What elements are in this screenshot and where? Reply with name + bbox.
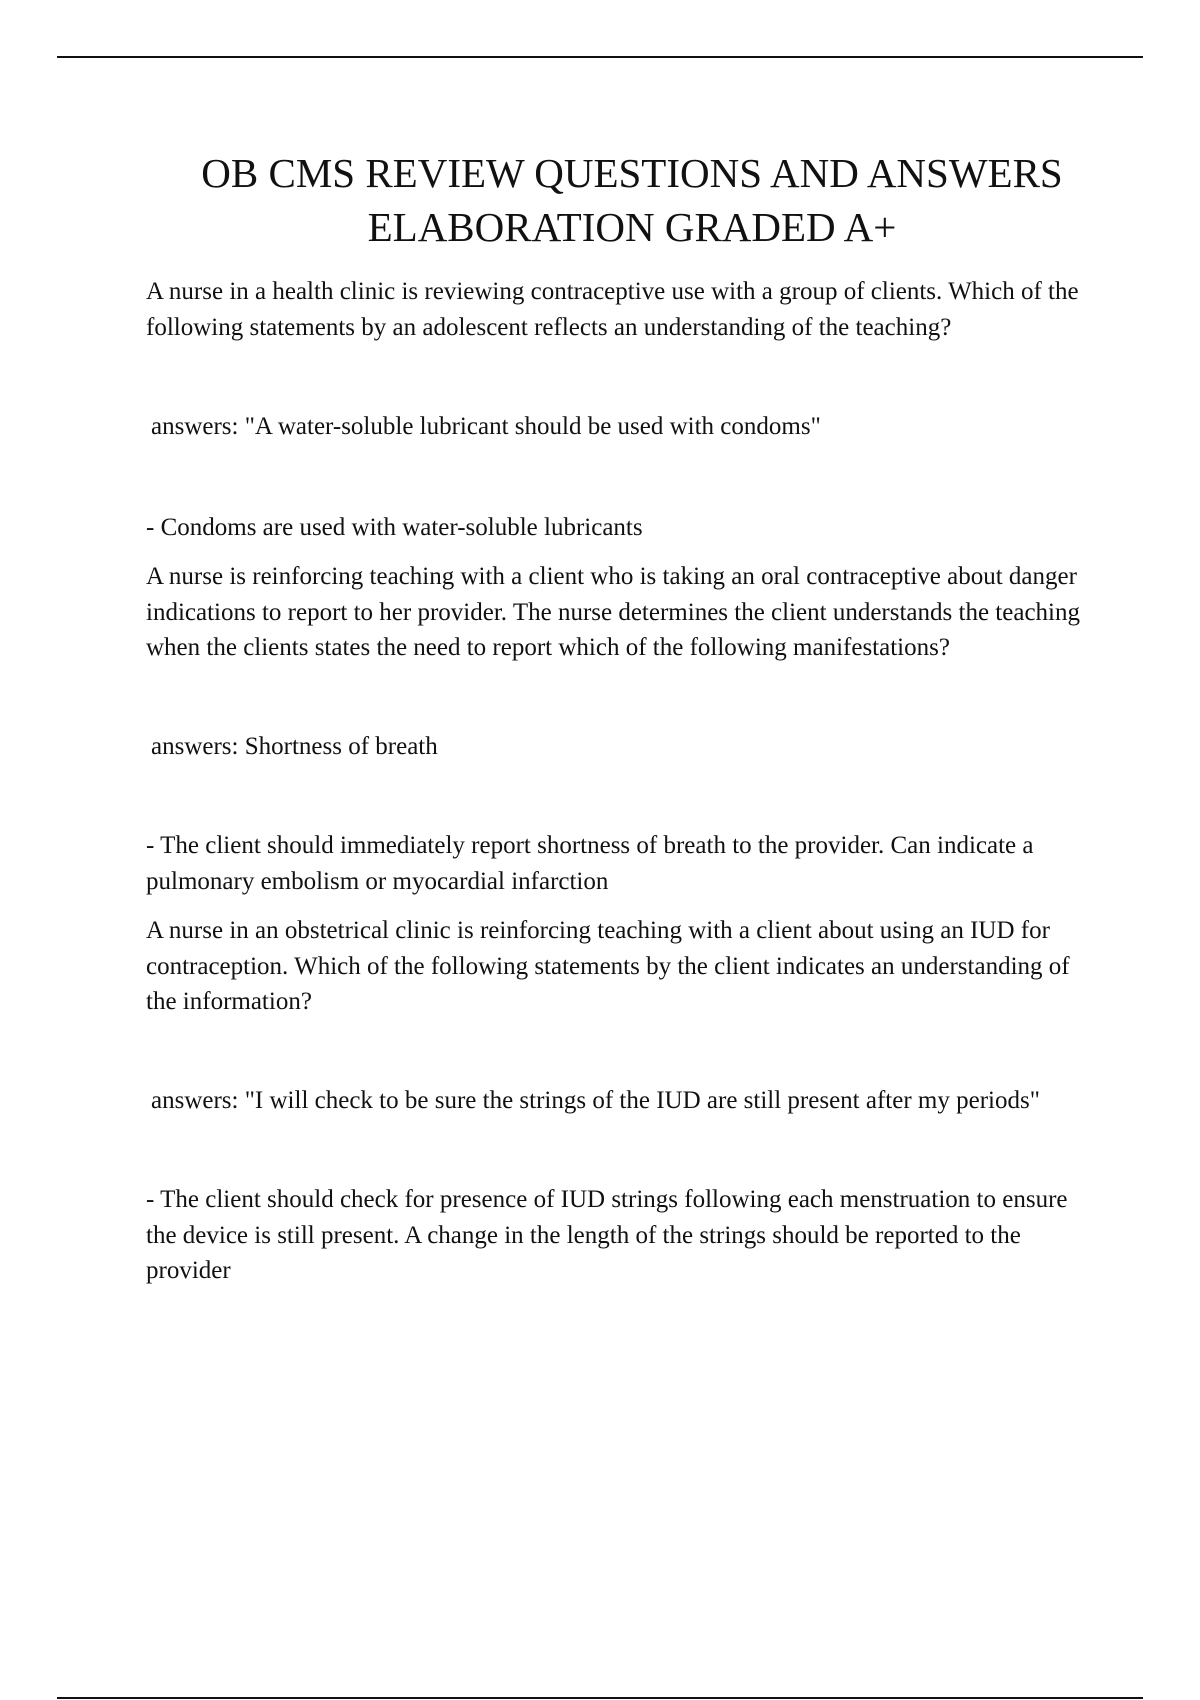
title-line-1: OB CMS REVIEW QUESTIONS AND ANSWERS: [201, 150, 1063, 196]
document-page: [146, 146, 1098, 1289]
answer-text: answers: Shortness of breath: [151, 732, 438, 760]
title-line-2: ELABORATION GRADED A+: [367, 204, 897, 250]
rationale-text: - The client should check for presence of IUD strings following each menstruation to ensure the device is still present. A change in the length of the strings should be reported to the provider: [146, 1186, 1068, 1284]
document-title: [136, 146, 1128, 254]
rationale-text: - Condoms are used with water-soluble lubricants: [146, 513, 643, 541]
qa-item-1: [146, 274, 1098, 545]
question-text: A nurse is reinforcing teaching with a client who is taking an oral contraceptive about danger indications to report to her provider. The nurse determines the client understands the teaching when the clients states the need to report which of the following manifestations?: [146, 563, 1080, 661]
bottom-rule: [57, 1697, 1143, 1699]
answer-text: answers: "I will check to be sure the strings of the IUD are still present after my periods": [151, 1086, 1040, 1114]
answer-text: answers: "A water-soluble lubricant should be used with condoms": [151, 413, 821, 440]
rationale-text: - The client should immediately report shortness of breath to the provider. Can indicate a pulmonary embolism or myocardial infarction: [146, 832, 1034, 895]
top-rule: [57, 56, 1143, 58]
question-text: A nurse in an obstetrical clinic is reinforcing teaching with a client about using an IUD for contraception. Which of the following statements by the client indicates an understanding of the information?: [146, 917, 1070, 1015]
question-text: A nurse in a health clinic is reviewing contraceptive use with a group of clients. Which of the following statements by an adolescent reflects an understanding of the teaching?: [146, 278, 1079, 341]
qa-item-3: [146, 913, 1098, 1289]
qa-item-2: [146, 559, 1098, 899]
